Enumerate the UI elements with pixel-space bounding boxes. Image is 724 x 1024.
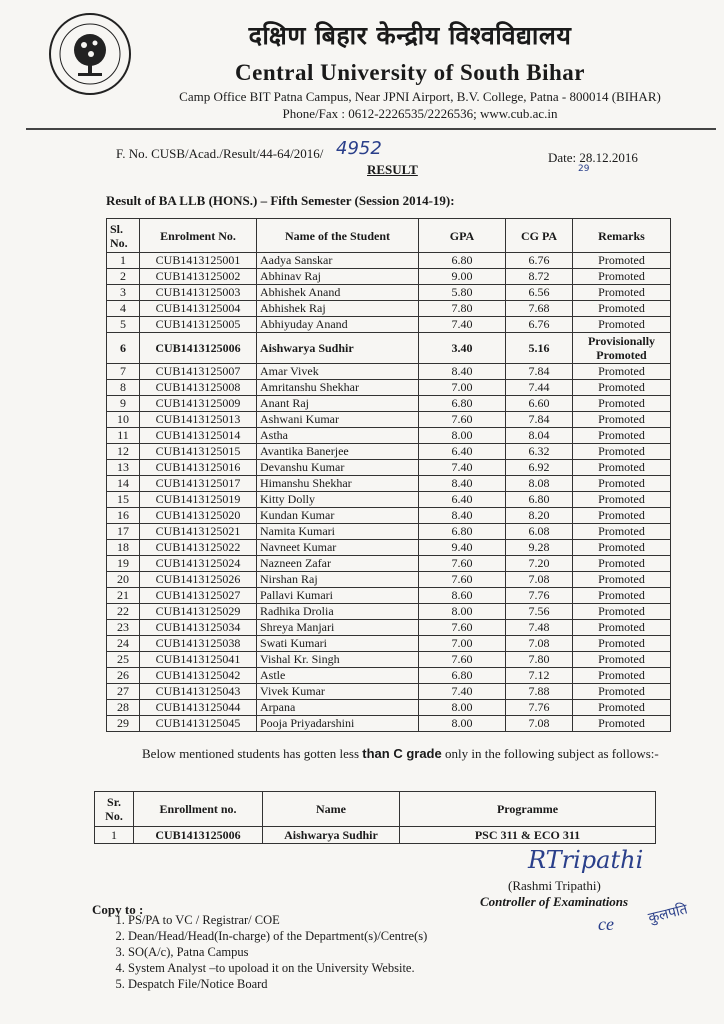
cell-gpa: 9.00 bbox=[419, 269, 506, 285]
cell-sl-no: 10 bbox=[107, 412, 140, 428]
copy-to-list bbox=[98, 912, 548, 992]
cell-student-name: Ashwani Kumar bbox=[257, 412, 419, 428]
cell-remarks: Promoted bbox=[573, 285, 671, 301]
cell-student-name: Vishal Kr. Singh bbox=[257, 652, 419, 668]
cell-remarks: Promoted bbox=[573, 636, 671, 652]
col-cgpa: CG PA bbox=[506, 219, 573, 253]
cell-student-name: Astle bbox=[257, 668, 419, 684]
cell-student-name: Abhishek Raj bbox=[257, 301, 419, 317]
cell-enrolment: CUB1413125019 bbox=[140, 492, 257, 508]
cell-enrolment: CUB1413125024 bbox=[140, 556, 257, 572]
issue-date: Date: 28.12.2016 bbox=[548, 150, 638, 165]
cell-cgpa: 6.56 bbox=[506, 285, 573, 301]
cell-student-name: Abhishek Anand bbox=[257, 285, 419, 301]
cell-sl-no: 5 bbox=[107, 317, 140, 333]
cell-gpa: 8.40 bbox=[419, 476, 506, 492]
cell-student-name: Abhiyuday Anand bbox=[257, 317, 419, 333]
cell-student-name: Radhika Drolia bbox=[257, 604, 419, 620]
cell-remarks: Promoted bbox=[573, 396, 671, 412]
cell-sl-no: 18 bbox=[107, 540, 140, 556]
table-row bbox=[107, 269, 671, 285]
table-row bbox=[107, 428, 671, 444]
low-grade-enrollment: CUB1413125006 bbox=[134, 827, 263, 844]
cell-enrolment: CUB1413125005 bbox=[140, 317, 257, 333]
cell-sl-no: 7 bbox=[107, 364, 140, 380]
col-programme: Programme bbox=[400, 792, 656, 827]
cell-student-name: Namita Kumari bbox=[257, 524, 419, 540]
table-row bbox=[107, 668, 671, 684]
cell-cgpa: 7.68 bbox=[506, 301, 573, 317]
table-row bbox=[107, 396, 671, 412]
cell-student-name: Aishwarya Sudhir bbox=[257, 333, 419, 364]
cell-sl-no: 12 bbox=[107, 444, 140, 460]
cell-sl-no: 22 bbox=[107, 604, 140, 620]
cell-sl-no: 6 bbox=[107, 333, 140, 364]
cell-gpa: 7.00 bbox=[419, 380, 506, 396]
table-row bbox=[107, 604, 671, 620]
cell-enrolment: CUB1413125027 bbox=[140, 588, 257, 604]
copy-to-label: Copy to : bbox=[92, 902, 144, 917]
cell-student-name: Aadya Sanskar bbox=[257, 253, 419, 269]
table-row bbox=[107, 716, 671, 732]
cell-enrolment: CUB1413125004 bbox=[140, 301, 257, 317]
result-caption: Result of BA LLB (HONS.) – Fifth Semester (Session 2014-19): bbox=[106, 193, 455, 208]
table-row bbox=[107, 380, 671, 396]
low-grade-header-row bbox=[95, 792, 656, 827]
table-row bbox=[107, 492, 671, 508]
cell-sl-no: 29 bbox=[107, 716, 140, 732]
cell-cgpa: 7.48 bbox=[506, 620, 573, 636]
col-enrolment: Enrolment No. bbox=[140, 219, 257, 253]
table-row bbox=[107, 364, 671, 380]
cell-cgpa: 6.76 bbox=[506, 317, 573, 333]
low-grade-name: Aishwarya Sudhir bbox=[263, 827, 400, 844]
handwritten-note: कुलपति bbox=[646, 901, 690, 927]
cell-student-name: Nirshan Raj bbox=[257, 572, 419, 588]
table-row bbox=[107, 524, 671, 540]
cell-enrolment: CUB1413125026 bbox=[140, 572, 257, 588]
cell-sl-no: 25 bbox=[107, 652, 140, 668]
note-text-after: only in the following subject as follows:- bbox=[441, 746, 659, 761]
cell-gpa: 7.60 bbox=[419, 652, 506, 668]
cell-enrolment: CUB1413125015 bbox=[140, 444, 257, 460]
cell-remarks: Promoted bbox=[573, 508, 671, 524]
signature: RTripathi bbox=[528, 846, 644, 874]
cell-enrolment: CUB1413125020 bbox=[140, 508, 257, 524]
cell-sl-no: 26 bbox=[107, 668, 140, 684]
cell-enrolment: CUB1413125006 bbox=[140, 333, 257, 364]
cell-enrolment: CUB1413125041 bbox=[140, 652, 257, 668]
cell-sl-no: 19 bbox=[107, 556, 140, 572]
cell-sl-no: 17 bbox=[107, 524, 140, 540]
cell-cgpa: 9.28 bbox=[506, 540, 573, 556]
cell-student-name: Anant Raj bbox=[257, 396, 419, 412]
cell-student-name: Devanshu Kumar bbox=[257, 460, 419, 476]
cell-student-name: Kitty Dolly bbox=[257, 492, 419, 508]
cell-gpa: 6.80 bbox=[419, 668, 506, 684]
cell-student-name: Swati Kumari bbox=[257, 636, 419, 652]
cell-remarks: Promoted bbox=[573, 524, 671, 540]
cell-gpa: 8.40 bbox=[419, 364, 506, 380]
table-row bbox=[107, 285, 671, 301]
cell-remarks: Promoted bbox=[573, 572, 671, 588]
cell-cgpa: 8.72 bbox=[506, 269, 573, 285]
table-row bbox=[107, 556, 671, 572]
table-row bbox=[107, 476, 671, 492]
table-row bbox=[107, 317, 671, 333]
cell-gpa: 8.40 bbox=[419, 508, 506, 524]
cell-sl-no: 9 bbox=[107, 396, 140, 412]
address-line: Camp Office BIT Patna Campus, Near JPNI Airport, B.V. College, Patna - 800014 (BIHAR) bbox=[179, 89, 661, 104]
cell-remarks: Promoted bbox=[573, 317, 671, 333]
low-grade-row bbox=[95, 827, 656, 844]
col-remarks: Remarks bbox=[573, 219, 671, 253]
col-name: Name bbox=[263, 792, 400, 827]
cell-gpa: 3.40 bbox=[419, 333, 506, 364]
cell-student-name: Kundan Kumar bbox=[257, 508, 419, 524]
table-row bbox=[107, 540, 671, 556]
cell-enrolment: CUB1413125034 bbox=[140, 620, 257, 636]
cell-remarks: Promoted bbox=[573, 620, 671, 636]
cell-enrolment: CUB1413125016 bbox=[140, 460, 257, 476]
results-table bbox=[106, 218, 671, 732]
cell-gpa: 6.40 bbox=[419, 492, 506, 508]
table-row bbox=[107, 652, 671, 668]
cell-remarks: Promoted bbox=[573, 716, 671, 732]
cell-cgpa: 6.76 bbox=[506, 253, 573, 269]
date-handwritten: 29 bbox=[578, 164, 590, 174]
cell-enrolment: CUB1413125009 bbox=[140, 396, 257, 412]
low-grade-programme: PSC 311 & ECO 311 bbox=[400, 827, 656, 844]
low-grade-sr: 1 bbox=[95, 827, 134, 844]
cell-gpa: 7.40 bbox=[419, 317, 506, 333]
signatory-designation: Controller of Examinations bbox=[480, 894, 629, 909]
table-row bbox=[107, 253, 671, 269]
cell-gpa: 7.00 bbox=[419, 636, 506, 652]
results-body bbox=[107, 253, 671, 732]
cell-cgpa: 6.92 bbox=[506, 460, 573, 476]
cell-gpa: 8.00 bbox=[419, 604, 506, 620]
low-grade-table bbox=[94, 791, 656, 844]
cell-enrolment: CUB1413125013 bbox=[140, 412, 257, 428]
signatory-name: (Rashmi Tripathi) bbox=[508, 878, 601, 893]
low-grade-note bbox=[94, 745, 669, 762]
file-number-handwritten: 4952 bbox=[336, 138, 382, 159]
university-name-english: Central University of South Bihar bbox=[235, 60, 585, 85]
cell-gpa: 7.60 bbox=[419, 556, 506, 572]
cell-cgpa: 7.44 bbox=[506, 380, 573, 396]
university-name-hindi: दक्षिण बिहार केन्द्रीय विश्वविद्यालय bbox=[248, 21, 572, 50]
cell-enrolment: CUB1413125017 bbox=[140, 476, 257, 492]
table-row bbox=[107, 572, 671, 588]
address-block bbox=[140, 88, 700, 122]
cell-remarks: Promoted bbox=[573, 444, 671, 460]
cell-gpa: 6.80 bbox=[419, 253, 506, 269]
cell-gpa: 8.00 bbox=[419, 716, 506, 732]
cell-enrolment: CUB1413125022 bbox=[140, 540, 257, 556]
cell-enrolment: CUB1413125001 bbox=[140, 253, 257, 269]
cell-remarks: Promoted bbox=[573, 684, 671, 700]
col-gpa: GPA bbox=[419, 219, 506, 253]
cell-cgpa: 7.08 bbox=[506, 716, 573, 732]
cell-sl-no: 3 bbox=[107, 285, 140, 301]
cell-remarks: Promoted bbox=[573, 668, 671, 684]
cell-gpa: 5.80 bbox=[419, 285, 506, 301]
cell-student-name: Arpana bbox=[257, 700, 419, 716]
cell-remarks: Promoted bbox=[573, 476, 671, 492]
note-text-before: Below mentioned students has gotten less bbox=[142, 746, 363, 761]
cell-student-name: Avantika Banerjee bbox=[257, 444, 419, 460]
cell-cgpa: 8.20 bbox=[506, 508, 573, 524]
cell-remarks: Promoted bbox=[573, 301, 671, 317]
cell-student-name: Pooja Priyadarshini bbox=[257, 716, 419, 732]
cell-student-name: Vivek Kumar bbox=[257, 684, 419, 700]
cell-remarks: Provisionally Promoted bbox=[573, 333, 671, 364]
cell-cgpa: 7.84 bbox=[506, 364, 573, 380]
table-row bbox=[107, 301, 671, 317]
cell-cgpa: 7.08 bbox=[506, 572, 573, 588]
cell-student-name: Navneet Kumar bbox=[257, 540, 419, 556]
table-row bbox=[107, 588, 671, 604]
cell-student-name: Astha bbox=[257, 428, 419, 444]
cell-remarks: Promoted bbox=[573, 540, 671, 556]
cell-remarks: Promoted bbox=[573, 652, 671, 668]
cell-student-name: Amar Vivek bbox=[257, 364, 419, 380]
cell-cgpa: 7.08 bbox=[506, 636, 573, 652]
cell-gpa: 7.80 bbox=[419, 301, 506, 317]
cell-cgpa: 7.12 bbox=[506, 668, 573, 684]
cell-enrolment: CUB1413125021 bbox=[140, 524, 257, 540]
university-seal-icon bbox=[48, 12, 132, 96]
cell-enrolment: CUB1413125042 bbox=[140, 668, 257, 684]
cell-student-name: Himanshu Shekhar bbox=[257, 476, 419, 492]
table-row bbox=[107, 444, 671, 460]
cell-student-name: Amritanshu Shekhar bbox=[257, 380, 419, 396]
cell-student-name: Pallavi Kumari bbox=[257, 588, 419, 604]
cell-gpa: 7.60 bbox=[419, 412, 506, 428]
cell-sl-no: 15 bbox=[107, 492, 140, 508]
results-header-row bbox=[107, 219, 671, 253]
cell-cgpa: 7.88 bbox=[506, 684, 573, 700]
cell-enrolment: CUB1413125029 bbox=[140, 604, 257, 620]
copy-to-item: 1. PS/PA to VC / Registrar/ COE bbox=[128, 912, 548, 928]
cell-sl-no: 1 bbox=[107, 253, 140, 269]
cell-sl-no: 21 bbox=[107, 588, 140, 604]
cell-student-name: Nazneen Zafar bbox=[257, 556, 419, 572]
cell-cgpa: 8.08 bbox=[506, 476, 573, 492]
col-enrollment-no: Enrollment no. bbox=[134, 792, 263, 827]
cell-gpa: 7.60 bbox=[419, 620, 506, 636]
cell-gpa: 8.00 bbox=[419, 700, 506, 716]
cell-sl-no: 13 bbox=[107, 460, 140, 476]
col-student-name: Name of the Student bbox=[257, 219, 419, 253]
cell-remarks: Promoted bbox=[573, 604, 671, 620]
cell-cgpa: 7.76 bbox=[506, 588, 573, 604]
cell-remarks: Promoted bbox=[573, 428, 671, 444]
cell-cgpa: 6.60 bbox=[506, 396, 573, 412]
cell-enrolment: CUB1413125003 bbox=[140, 285, 257, 301]
copy-to-item: 4. System Analyst –to upoload it on the University Website. bbox=[128, 960, 548, 976]
copy-to-item: 3. SO(A/c), Patna Campus bbox=[128, 944, 548, 960]
handwritten-initials: ce bbox=[598, 914, 614, 934]
cell-sl-no: 4 bbox=[107, 301, 140, 317]
result-heading: RESULT bbox=[367, 162, 418, 177]
copy-to-item: 5. Despatch File/Notice Board bbox=[128, 976, 548, 992]
cell-remarks: Promoted bbox=[573, 253, 671, 269]
table-row bbox=[107, 412, 671, 428]
cell-sl-no: 28 bbox=[107, 700, 140, 716]
cell-gpa: 9.40 bbox=[419, 540, 506, 556]
cell-cgpa: 8.04 bbox=[506, 428, 573, 444]
cell-remarks: Promoted bbox=[573, 492, 671, 508]
cell-remarks: Promoted bbox=[573, 460, 671, 476]
cell-sl-no: 27 bbox=[107, 684, 140, 700]
cell-sl-no: 23 bbox=[107, 620, 140, 636]
contact-line: Phone/Fax : 0612-2226535/2226536; www.cub.ac.in bbox=[282, 106, 558, 121]
cell-sl-no: 14 bbox=[107, 476, 140, 492]
cell-remarks: Promoted bbox=[573, 269, 671, 285]
table-row bbox=[107, 460, 671, 476]
file-number: F. No. CUSB/Acad./Result/44-64/2016/ bbox=[116, 146, 324, 161]
table-row bbox=[107, 684, 671, 700]
cell-cgpa: 7.20 bbox=[506, 556, 573, 572]
header-divider bbox=[26, 128, 716, 130]
cell-sl-no: 16 bbox=[107, 508, 140, 524]
cell-cgpa: 5.16 bbox=[506, 333, 573, 364]
cell-enrolment: CUB1413125045 bbox=[140, 716, 257, 732]
cell-gpa: 7.40 bbox=[419, 684, 506, 700]
table-row bbox=[107, 620, 671, 636]
cell-remarks: Promoted bbox=[573, 380, 671, 396]
table-row bbox=[107, 333, 671, 364]
cell-cgpa: 6.32 bbox=[506, 444, 573, 460]
cell-gpa: 6.40 bbox=[419, 444, 506, 460]
cell-cgpa: 7.80 bbox=[506, 652, 573, 668]
cell-enrolment: CUB1413125002 bbox=[140, 269, 257, 285]
cell-gpa: 6.80 bbox=[419, 396, 506, 412]
cell-remarks: Promoted bbox=[573, 412, 671, 428]
cell-cgpa: 6.08 bbox=[506, 524, 573, 540]
cell-student-name: Abhinav Raj bbox=[257, 269, 419, 285]
cell-cgpa: 7.76 bbox=[506, 700, 573, 716]
cell-cgpa: 7.84 bbox=[506, 412, 573, 428]
cell-remarks: Promoted bbox=[573, 556, 671, 572]
cell-enrolment: CUB1413125007 bbox=[140, 364, 257, 380]
table-row bbox=[107, 508, 671, 524]
col-sl-no: Sl. No. bbox=[107, 219, 140, 253]
note-text-bold: than C grade bbox=[362, 746, 442, 761]
cell-sl-no: 2 bbox=[107, 269, 140, 285]
cell-gpa: 8.60 bbox=[419, 588, 506, 604]
cell-sl-no: 20 bbox=[107, 572, 140, 588]
cell-enrolment: CUB1413125038 bbox=[140, 636, 257, 652]
cell-sl-no: 11 bbox=[107, 428, 140, 444]
cell-gpa: 8.00 bbox=[419, 428, 506, 444]
cell-cgpa: 7.56 bbox=[506, 604, 573, 620]
cell-enrolment: CUB1413125044 bbox=[140, 700, 257, 716]
cell-enrolment: CUB1413125043 bbox=[140, 684, 257, 700]
cell-sl-no: 8 bbox=[107, 380, 140, 396]
cell-enrolment: CUB1413125014 bbox=[140, 428, 257, 444]
cell-remarks: Promoted bbox=[573, 700, 671, 716]
cell-gpa: 7.40 bbox=[419, 460, 506, 476]
cell-enrolment: CUB1413125008 bbox=[140, 380, 257, 396]
cell-sl-no: 24 bbox=[107, 636, 140, 652]
cell-student-name: Shreya Manjari bbox=[257, 620, 419, 636]
cell-cgpa: 6.80 bbox=[506, 492, 573, 508]
copy-to-item: 2. Dean/Head/Head(In-charge) of the Department(s)/Centre(s) bbox=[128, 928, 548, 944]
cell-remarks: Promoted bbox=[573, 588, 671, 604]
cell-remarks: Promoted bbox=[573, 364, 671, 380]
col-sr-no: Sr. No. bbox=[95, 792, 134, 827]
cell-gpa: 6.80 bbox=[419, 524, 506, 540]
cell-gpa: 7.60 bbox=[419, 572, 506, 588]
table-row bbox=[107, 700, 671, 716]
table-row bbox=[107, 636, 671, 652]
